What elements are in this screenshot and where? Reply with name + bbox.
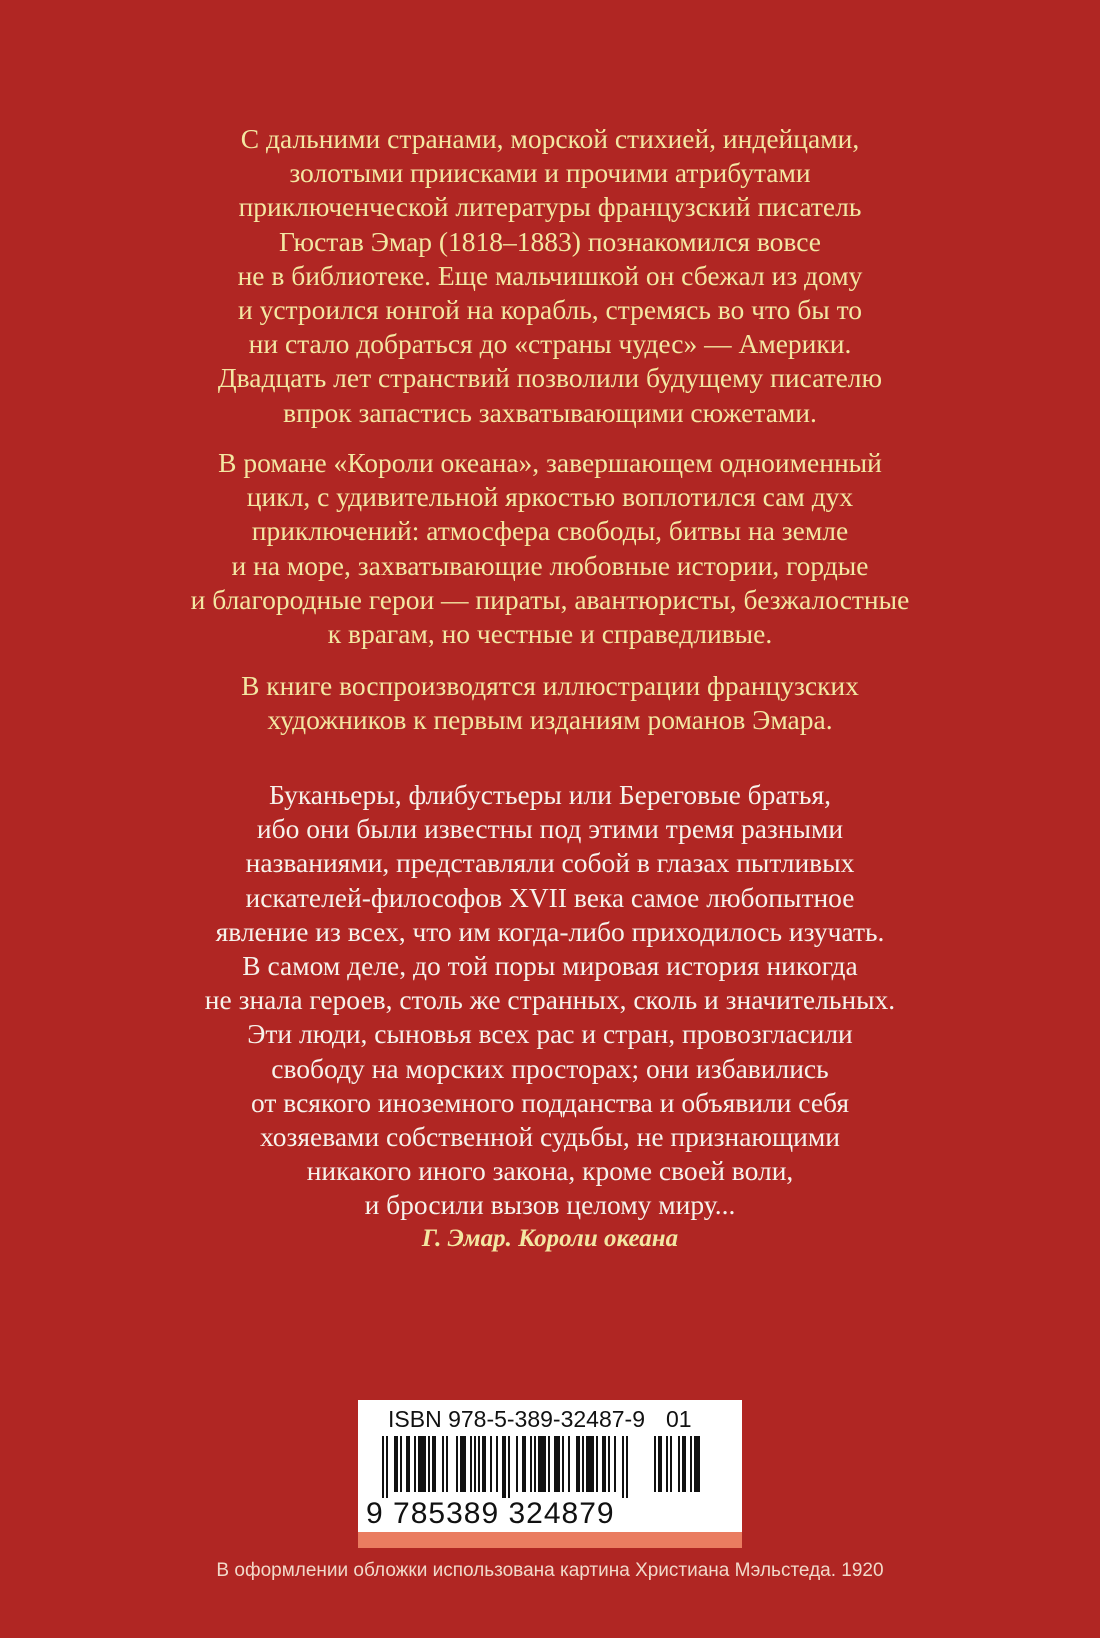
text-line: и устроился юнгой на корабль, стремясь во что бы то — [237, 294, 863, 326]
barcode-bar — [658, 1436, 662, 1492]
barcode-bar — [442, 1436, 444, 1492]
text-line: Двадцать лет странствий позволили будущему писателю — [217, 362, 883, 394]
barcode-bar — [582, 1436, 584, 1492]
text-line: ибо они были известны под этими тремя разными — [256, 813, 844, 845]
text-line: и благородные герои — пираты, авантюристы, безжалостные — [190, 583, 910, 615]
description-paragraph-1 — [0, 122, 1100, 430]
text-line: названиями, представляли собой в глазах пытливых — [245, 847, 855, 879]
barcode-bar — [428, 1436, 430, 1492]
barcode-bar — [400, 1436, 402, 1492]
text-line: и на море, захватывающие любовные истории, гордые — [231, 549, 869, 581]
barcode-bar — [576, 1436, 580, 1492]
book-quote — [0, 778, 1100, 1255]
description-text — [0, 122, 1100, 430]
barcode-bar — [474, 1436, 476, 1492]
barcode-bar — [614, 1436, 616, 1492]
text-line: никакого иного закона, кроме своей воли, — [306, 1155, 794, 1187]
description-text — [0, 669, 1100, 737]
barcode-color-strip — [358, 1532, 742, 1548]
barcode-bar — [622, 1436, 624, 1498]
barcode-bar — [418, 1436, 426, 1492]
barcode-bar — [682, 1436, 686, 1492]
text-line: не в библиотеке. Еще мальчишкой он сбежал из дому — [237, 259, 863, 291]
text-line: В самом деле, до той поры мировая история никогда — [242, 950, 858, 982]
text-line: цикл, с удивительной яркостью воплотился сам дух — [246, 481, 854, 513]
barcode-bar — [554, 1436, 560, 1492]
barcode-bar — [414, 1436, 416, 1492]
text-line: В романе «Короли океана», завершающем одноименный — [218, 447, 882, 478]
ean-digits: 9 785389 324879 — [366, 1497, 615, 1530]
barcode-addon-code: 01 — [666, 1406, 692, 1432]
barcode-bar — [460, 1436, 466, 1492]
text-line: впрок запастись захватывающими сюжетами. — [283, 396, 817, 428]
cover-credit: В оформлении обложки использована картина Христиана Мэльстеда. 1920 — [216, 1560, 884, 1581]
barcode-bar — [516, 1436, 518, 1492]
isbn-barcode — [358, 1400, 742, 1548]
barcode-bar — [670, 1436, 672, 1492]
isbn-label: ISBN 978-5-389-32487-9 — [388, 1406, 645, 1432]
text-line: приключений: атмосфера свободы, битвы на земле — [251, 515, 849, 547]
barcode-bar — [654, 1436, 656, 1492]
description-paragraph-3 — [0, 669, 1100, 737]
barcode-bar — [666, 1436, 668, 1492]
text-line: золотыми приисками и прочими атрибутами — [289, 157, 811, 189]
text-line: Гюстав Эмар (1818–1883) познакомился вовсе — [279, 225, 821, 257]
text-line: искателей-философов XVII века самое любопытное — [245, 881, 855, 913]
description-paragraph-2 — [0, 446, 1100, 651]
text-line: явление из всех, что им когда-либо приходилось изучать. — [215, 915, 885, 947]
barcode-bar — [626, 1436, 628, 1498]
barcode-bar — [470, 1436, 472, 1492]
quote-attribution: Г. Эмар. Короли океана — [421, 1224, 679, 1252]
barcode-bar — [548, 1436, 550, 1492]
barcode-bar — [490, 1436, 492, 1492]
description-text — [0, 446, 1100, 651]
text-line: не знала героев, столь же странных, сколь и значительных. — [204, 984, 896, 1016]
barcode-bar — [406, 1436, 410, 1492]
quote-text — [0, 778, 1100, 1223]
text-line: В книге воспроизводятся иллюстрации французских — [241, 670, 859, 701]
barcode-bar — [522, 1436, 526, 1492]
barcode-addon-bars — [654, 1436, 702, 1498]
barcode-bar — [530, 1436, 532, 1492]
text-line: к врагам, но честные и справедливые. — [327, 618, 773, 650]
barcode-bar — [382, 1436, 384, 1498]
barcode-bar — [478, 1436, 480, 1492]
text-line: Буканьеры, флибустьеры или Береговые братья, — [269, 779, 831, 810]
text-line: свободу на морских просторах; они избавились — [271, 1052, 829, 1084]
text-line: художников к первым изданиям романов Эмара. — [267, 704, 833, 736]
text-line: ни стало добраться до «страны чудес» — Америки. — [248, 328, 852, 360]
barcode-bar — [386, 1436, 388, 1498]
text-line: хозяевами собственной судьбы, не признающими — [260, 1121, 840, 1153]
text-line: и бросили вызов целому миру... — [364, 1189, 736, 1221]
barcode-bar — [496, 1436, 498, 1492]
text-line: от всякого иноземного подданства и объявили себя — [251, 1086, 849, 1118]
barcode-bar — [534, 1436, 536, 1492]
text-line: приключенческой литературы французский писатель — [238, 191, 862, 223]
barcode-bar — [608, 1436, 610, 1492]
barcode-bar — [586, 1436, 594, 1492]
barcode-bar — [394, 1436, 398, 1492]
text-line: Эти люди, сыновья всех рас и стран, провозгласили — [247, 1018, 853, 1050]
text-line: С дальними странами, морской стихией, индейцами, — [240, 123, 860, 154]
barcode-bar — [432, 1436, 436, 1492]
barcode-bar — [446, 1436, 448, 1492]
barcode-bars — [382, 1436, 644, 1498]
barcode-bar — [568, 1436, 570, 1492]
barcode-bar — [562, 1436, 564, 1492]
barcode-bar — [482, 1436, 486, 1492]
barcode-bar — [538, 1436, 546, 1492]
barcode-bar — [456, 1436, 458, 1492]
barcode-bar — [694, 1436, 700, 1492]
barcode-bar — [502, 1436, 506, 1498]
barcode-bar — [690, 1436, 692, 1492]
barcode-bar — [596, 1436, 598, 1492]
barcode-bar — [508, 1436, 510, 1498]
barcode-bar — [602, 1436, 606, 1492]
barcode-bar — [678, 1436, 680, 1492]
